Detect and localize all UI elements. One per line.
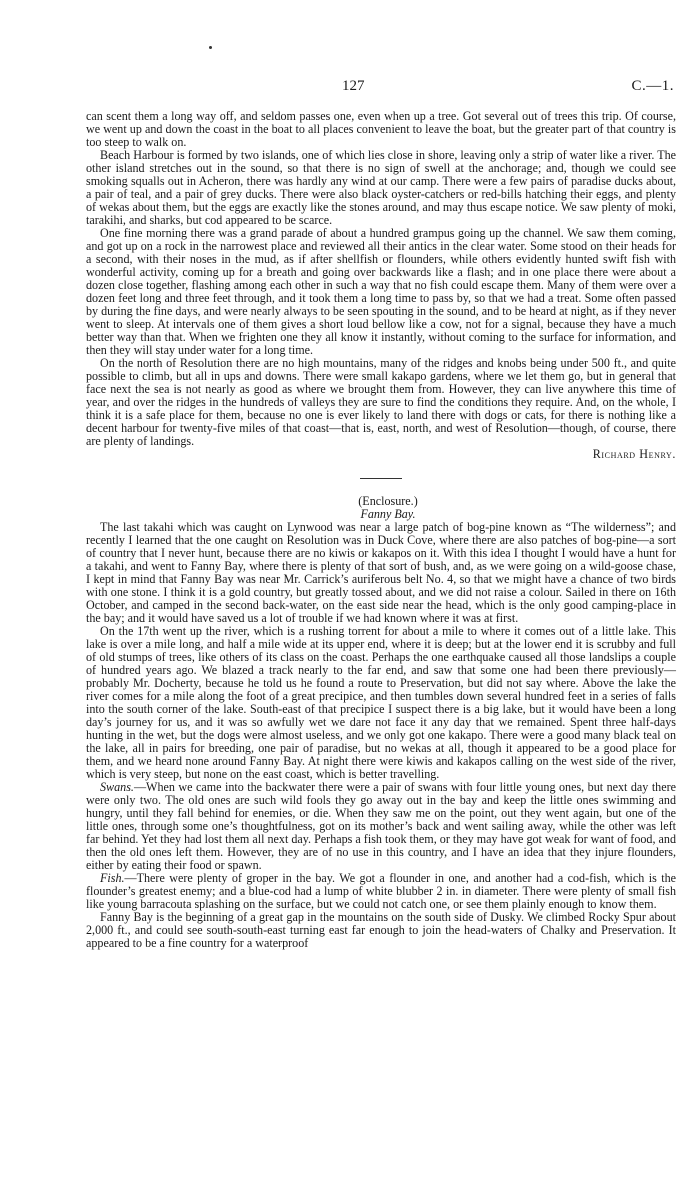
enclosure-paragraph: The last takahi which was caught on Lynwood was near a large patch of bog-pine known as “The wilderness”; and recently I learned that the one caught on Resolution was in Duck Cove, where there are also patches of bog-pine—a sort of country that I never hunt, because there are no kiwis or kakapos on it. With this idea I thought I would have a hunt for a takahi, and went to Fanny Bay, where there is plenty of that sort of bush, and, as we were going on a wild-goose chase, I kept in mind that Fanny Bay was near Mr. Carrick’s auriferous belt No. 4, so that we might have a chance of two birds with one stone. I think it is a gold country, but greatly tossed about, and we did not raise a colour. Sailed in there on 16th October, and camped in the second back-water, on the east side near the head, which is the only good camping-place in the bay; and it would have saved us a lot of trouble if we had known where it was at first. <box>86 520 676 625</box>
enclosure-paragraph-fish: Fish.—There were plenty of groper in the bay. We got a flounder in one, and another had a cod-fish, which is the flounder’s greatest enemy; and a blue-cod had a lump of white blubber 2 in. in diameter. There were plenty of small fish like young barracouta splashing on the surface, but we could not catch one, or see them plainly enough to know them. <box>86 871 676 911</box>
signature: Richard Henry. <box>592 447 676 461</box>
ink-speck <box>209 46 212 49</box>
enclosure-paragraph-swans: Swans.—When we came into the backwater there were a pair of swans with four little young ones, but next day there were only two. The old ones are such wild fools they go away out in the bay and keep the little ones swimming and hungry, until they fall behind for enemies, or die. When they saw me on the point, out they went again, but one of the little ones, through some one’s thoughtfulness, got on its mother’s back and went sailing away, while the other was left far behind. Yet they had lost them all next day. Perhaps a fish took them, or they may have got weak for want of food, and then the old ones left them. However, they are of no use in this country, and I have an idea that they injure flounders, either by eating their food or spawn. <box>86 780 676 872</box>
report-paragraph: One fine morning there was a grand parade of about a hundred grampus going up the channel. We saw them coming, and got up on a rock in the narrowest place and reviewed all their antics in the clear water. Some stood on their heads for a second, with their noses in the mud, as if after shellfish or flounders, while others evidently hunted swift fish with wonderful activity, coming up for a breath and going over backwards like a flash; and in one place there were about a dozen close together, flashing among each other in such a way that no fish could escape them. Many of them were over a dozen feet long and three feet through, and it took them a long time to pass by, so that we had a treat. Some often passed by during the fine days, and were nearly always to be seen spouting in the sound, and to be heard at night, as if they never went to sleep. At intervals one of them gives a short loud bellow like a cow, not for a signal, because they have a much better way than that. When we frighten one they all know it instantly, without coming to the surface for information, and then they will stay under water for a long time. <box>86 226 676 357</box>
enclosure-paragraph: Fanny Bay is the beginning of a great gap in the mountains on the south side of Dusky. We climbed Rocky Spur about 2,000 ft., and could see south-south-east turning east far enough to join the head-waters of Chalky and Preservation. It appeared to be a fine country for a waterproof <box>86 910 676 950</box>
swans-label: Swans. <box>100 780 134 794</box>
section-divider <box>360 478 402 479</box>
document-reference: C.—1. <box>631 78 674 94</box>
report-paragraph: can scent them a long way off, and seldom passes one, even when up a tree. Got several out of trees this trip. Of course, we went up and down the coast in the boat to all places convenient to leave the boat, but the greater part of that country is too steep to walk on. <box>86 109 676 149</box>
enclosure-place: Fanny Bay. <box>360 507 416 521</box>
enclosure-paragraph: On the 17th went up the river, which is a rushing torrent for about a mile to where it comes out of a little lake. This lake is over a mile long, and half a mile wide at its upper end, where it is deep; but at the lower end it is scrubby and full of old stumps of trees, like others of its class on the coast. Perhaps the one earthquake caused all those landslips a couple of hundred years ago. We blazed a track nearly to the far end, and saw that some one had been there previously—probably Mr. Docherty, because he told us he found a route to Preservation, but did not say where. Above the lake the river comes for a mile along the foot of a great precipice, and then tumbles down several hundred feet in a series of falls into the south corner of the lake. South-east of that precipice I suspect there is a big lake, but it would have been a long day’s journey for us, and it was so awfully wet we dare not face it any day that we remained. Spent three half-days hunting in the wet, but the dogs were almost useless, and we only got one kakapo. There were a good many black teal on the lake, all in pairs for breeding, one pair of paradise, but no wekas at all, though it appeared to be a good place for them, and we heard none around Fanny Bay. At night there were kiwis and kakapos calling on the west side of the river, which is very steep, but none on the east coast, which is better travelling. <box>86 624 676 781</box>
enclosure-heading: (Enclosure.) <box>358 494 418 508</box>
page-body <box>86 110 676 950</box>
fish-text: There were plenty of groper in the bay. We got a flounder in one, and another had a cod-fish, which is the flounder’s greatest enemy; and a blue-cod had a lump of white blubber 2 in. in diameter. There were plenty of small fish like young barracouta splashing on the surface, but we could not catch one, or see them plainly enough to know them. <box>86 871 676 911</box>
page-number: 127 <box>342 78 365 94</box>
report-paragraph: Beach Harbour is formed by two islands, one of which lies close in shore, leaving only a strip of water like a river. The other island stretches out in the sound, so that there is no sign of swell at the anchorage; and, though we could see smoking squalls out in Acheron, there was hardly any wind at our camp. There were a few pairs of paradise ducks about, a pair of teal, and a pair of grey ducks. There were also black oyster-catchers or red-bills hatching their eggs, and plenty of wekas about them, but the eggs are exactly like the stones around, and may thus escape notice. We saw plenty of moki, tarakihi, and sharks, but cod appeared to be scarce. <box>86 148 676 227</box>
page-header <box>0 78 700 98</box>
fish-label: Fish. <box>100 871 125 885</box>
swans-text: When we came into the backwater there were a pair of swans with four little young ones, but next day there were only two. The old ones are such wild fools they go away out in the bay and keep the little ones swimming and hungry, until they fall behind for enemies, or die. When they saw me on the point, out they went again, but one of the little ones, through some one’s thoughtfulness, got on its mother’s back and went sailing away, while the other was left far behind. Yet they had lost them all next day. Perhaps a fish took them, or they may have got weak for want of food, and then the old ones left them. However, they are of no use in this country, and I have an idea that they injure flounders, either by eating their food or spawn. <box>86 780 676 872</box>
report-paragraph: On the north of Resolution there are no high mountains, many of the ridges and knobs being under 500 ft., and quite possible to climb, but all in ups and downs. There were small kakapo gardens, where we let them go, but in general that face next the sea is not nearly as good as where we brought them from. However, they can live anywhere this time of year, and over the ridges in the hundreds of valleys they are sure to find the conditions they require. And, on the whole, I think it is a safe place for them, because no one is ever likely to land there with dogs or cats, for there is nothing like a decent harbour for twenty-five miles of that coast—that is, east, north, and west of Resolution—though, of course, there are plenty of landings. <box>86 356 676 448</box>
